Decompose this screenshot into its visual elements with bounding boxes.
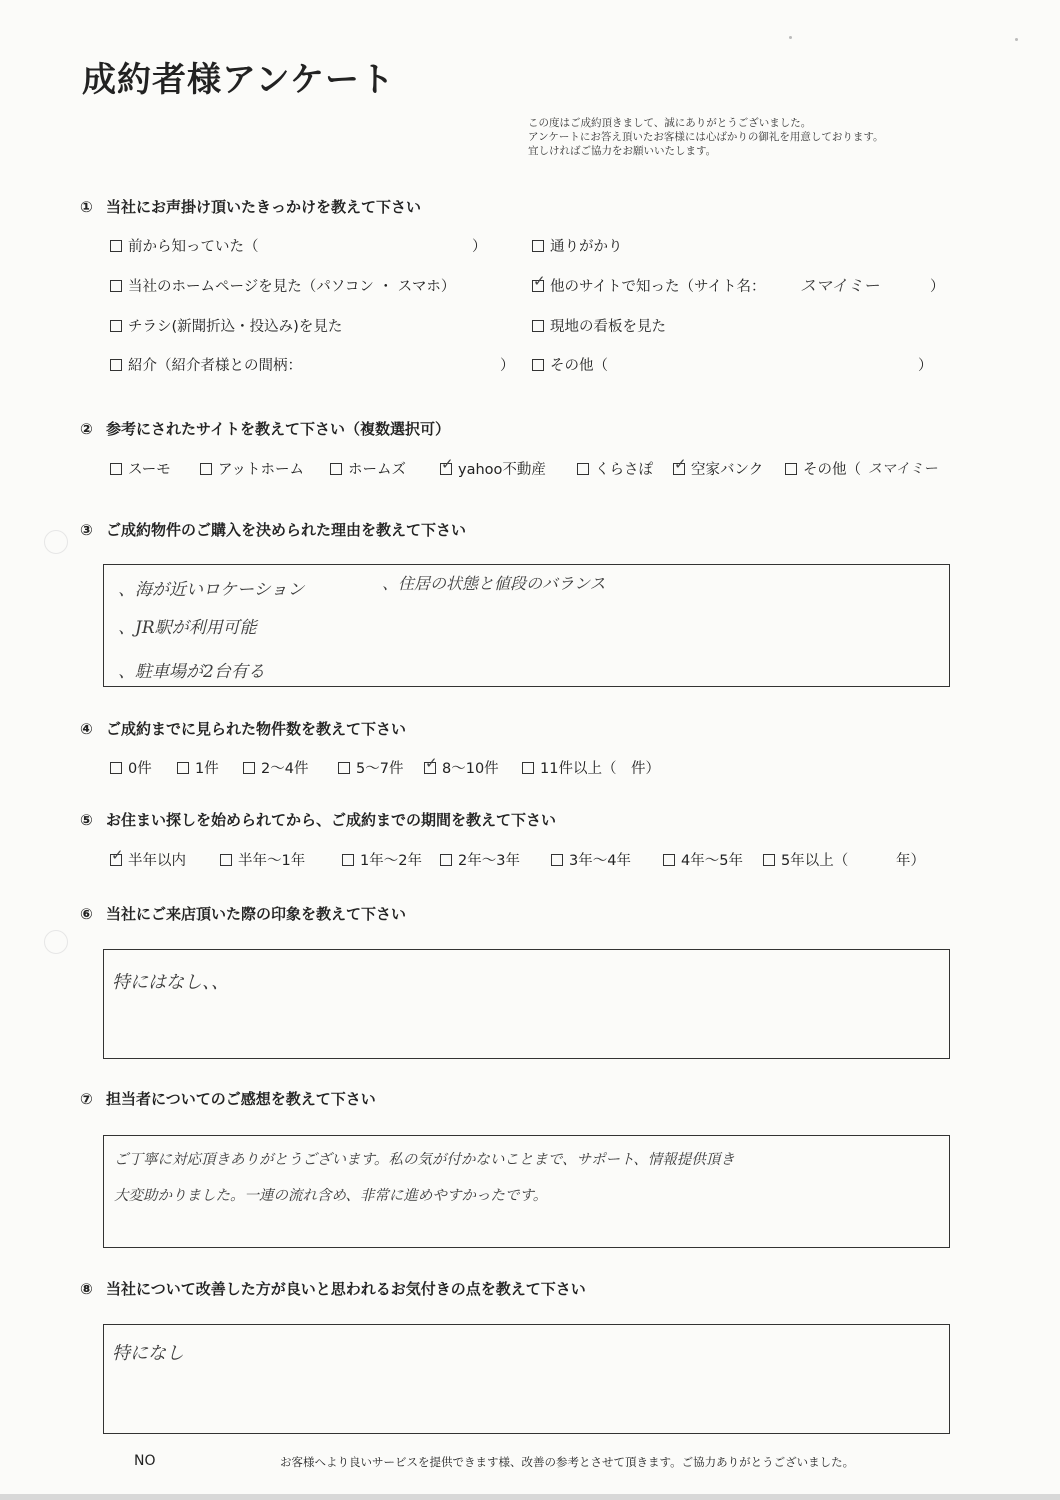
q6-answer-box[interactable]: [103, 949, 950, 1059]
intro-line: この度はご成約頂きまして、誠にありがとうございました。: [528, 117, 812, 129]
checkbox[interactable]: [440, 854, 452, 866]
checkbox[interactable]: [243, 762, 255, 774]
question-8: ⑧ 当社について改善した方が良いと思われるお気付きの点を教えて下さい: [80, 1280, 586, 1298]
checkbox[interactable]: [663, 854, 675, 866]
q1-option-other-close: ）: [918, 358, 933, 374]
question-3: ③ ご成約物件のご購入を決められた理由を教えて下さい: [80, 521, 467, 539]
q3-answer-line: 、JR駅が利用可能: [118, 618, 257, 638]
q5-option-4-5[interactable]: 4年～5年: [663, 849, 743, 870]
checkbox[interactable]: [110, 762, 122, 774]
q4-option-2-4[interactable]: 2～4件: [243, 757, 308, 778]
checkbox[interactable]: [177, 762, 189, 774]
question-4: ④ ご成約までに見られた物件数を教えて下さい: [80, 720, 407, 738]
checkbox[interactable]: [551, 854, 563, 866]
q1-option-other-site[interactable]: ✓ 他のサイトで知った（サイト名：: [532, 275, 765, 296]
q2-option-suumo[interactable]: スーモ: [110, 458, 171, 479]
checkbox[interactable]: [522, 762, 534, 774]
scan-edge: [0, 1494, 1060, 1500]
q3-answer-line: 、駐車場が2台有る: [118, 662, 265, 682]
q2-option-homes[interactable]: ホームズ: [330, 458, 406, 479]
intro-line: 宜しければご協力をお願いいたします。: [528, 145, 717, 157]
checkbox-checked[interactable]: [440, 463, 452, 475]
checkbox[interactable]: [577, 463, 589, 475]
checkbox[interactable]: [200, 463, 212, 475]
q2-other-answer: スマイミー: [868, 461, 938, 477]
q3-answer-line: 、海が近いロケーション: [118, 580, 305, 600]
scan-speck: [789, 36, 792, 39]
q4-option-5-7[interactable]: 5～7件: [338, 757, 403, 778]
q1-option-signboard[interactable]: 現地の看板を見た: [532, 315, 666, 336]
checkbox[interactable]: [110, 240, 122, 252]
question-5: ⑤ お住まい探しを始められてから、ご成約までの期間を教えて下さい: [80, 811, 557, 829]
footer-no-label: NO: [134, 1453, 156, 1469]
q3-answer-line: 、住居の状態と値段のバランス: [382, 574, 606, 593]
checkbox-checked[interactable]: [673, 463, 685, 475]
checkbox[interactable]: [110, 280, 122, 292]
q1-option-homepage[interactable]: 当社のホームページを見た（パソコン ・ スマホ）: [110, 275, 455, 296]
page-title: 成約者様アンケート: [82, 60, 395, 100]
q4-option-0[interactable]: 0件: [110, 757, 152, 778]
q1-option-other[interactable]: その他（: [532, 354, 608, 375]
intro-text: [528, 116, 884, 158]
q1-option-known[interactable]: 前から知っていた（: [110, 235, 259, 256]
q1-option-other-site-close: ）: [930, 279, 945, 295]
footer-message: お客様へより良いサービスを提供できます様、改善の参考とさせて頂きます。ご協力ありがとうございました。: [280, 1455, 855, 1469]
q5-option-3-4[interactable]: 3年～4年: [551, 849, 631, 870]
checkbox-checked[interactable]: [532, 280, 544, 292]
checkbox[interactable]: [532, 359, 544, 371]
q1-option-referral-close: ）: [500, 358, 515, 374]
q4-option-8-10[interactable]: ✓ 8～10件: [424, 757, 499, 778]
q8-answer-line: 特になし: [112, 1343, 184, 1364]
q7-answer-line: 大変助かりました。一連の流れ含め、非常に進めやすかったです。: [114, 1188, 548, 1204]
q7-answer-line: ご丁寧に対応頂きありがとうございます。私の気が付かないことまで、サポート、情報提供頂き: [114, 1152, 735, 1168]
q6-answer-line: 特にはなし、、: [112, 972, 229, 993]
q1-site-name-answer: スマイミー: [800, 276, 880, 295]
q2-option-athome[interactable]: アットホーム: [200, 458, 304, 479]
q5-option-5-plus[interactable]: 5年以上（: [763, 849, 848, 870]
punch-hole: [44, 530, 68, 554]
checkbox[interactable]: [532, 320, 544, 332]
checkbox[interactable]: [110, 359, 122, 371]
question-7: ⑦ 担当者についてのご感想を教えて下さい: [80, 1090, 376, 1108]
checkbox[interactable]: [342, 854, 354, 866]
q3-answer-box[interactable]: [103, 564, 950, 687]
q7-answer-box[interactable]: [103, 1135, 950, 1248]
q5-option-2-3[interactable]: 2年～3年: [440, 849, 520, 870]
question-1: ① 当社にお声掛け頂いたきっかけを教えて下さい: [80, 198, 422, 216]
checkbox[interactable]: [785, 463, 797, 475]
q1-option-known-close: ）: [472, 239, 487, 255]
checkbox[interactable]: [220, 854, 232, 866]
q2-option-yahoo[interactable]: ✓ yahoo不動産: [440, 458, 546, 479]
checkbox[interactable]: [110, 320, 122, 332]
intro-line: アンケートにお答え頂いたお客様には心ばかりの御礼を用意しております。: [528, 131, 884, 143]
q1-option-referral[interactable]: 紹介（紹介者様との間柄：: [110, 354, 302, 375]
checkbox[interactable]: [330, 463, 342, 475]
q2-option-kurasapo[interactable]: くらさぽ: [577, 458, 653, 479]
checkbox-checked[interactable]: [110, 854, 122, 866]
question-6: ⑥ 当社にご来店頂いた際の印象を教えて下さい: [80, 905, 407, 923]
q5-option-half-to-1[interactable]: 半年～1年: [220, 849, 305, 870]
q8-answer-box[interactable]: [103, 1324, 950, 1434]
q4-option-11-plus[interactable]: 11件以上（ 件）: [522, 757, 660, 778]
q2-option-other[interactable]: その他（: [785, 458, 861, 479]
punch-hole: [44, 930, 68, 954]
checkbox[interactable]: [338, 762, 350, 774]
q1-option-passing[interactable]: 通りがかり: [532, 235, 623, 256]
q5-option-1-2[interactable]: 1年～2年: [342, 849, 422, 870]
q4-option-1[interactable]: 1件: [177, 757, 219, 778]
checkbox[interactable]: [110, 463, 122, 475]
q2-option-akiya-bank[interactable]: ✓ 空家バンク: [673, 458, 763, 479]
checkbox[interactable]: [532, 240, 544, 252]
q5-option-half-year[interactable]: ✓半年以内: [110, 849, 186, 870]
scan-speck: [1015, 38, 1018, 41]
question-2: ② 参考にされたサイトを教えて下さい（複数選択可）: [80, 420, 450, 438]
q1-option-flyer[interactable]: チラシ(新聞折込・投込み)を見た: [110, 315, 342, 336]
checkbox[interactable]: [763, 854, 775, 866]
q5-option-years-close: 年）: [896, 853, 925, 869]
checkbox-checked[interactable]: [424, 762, 436, 774]
